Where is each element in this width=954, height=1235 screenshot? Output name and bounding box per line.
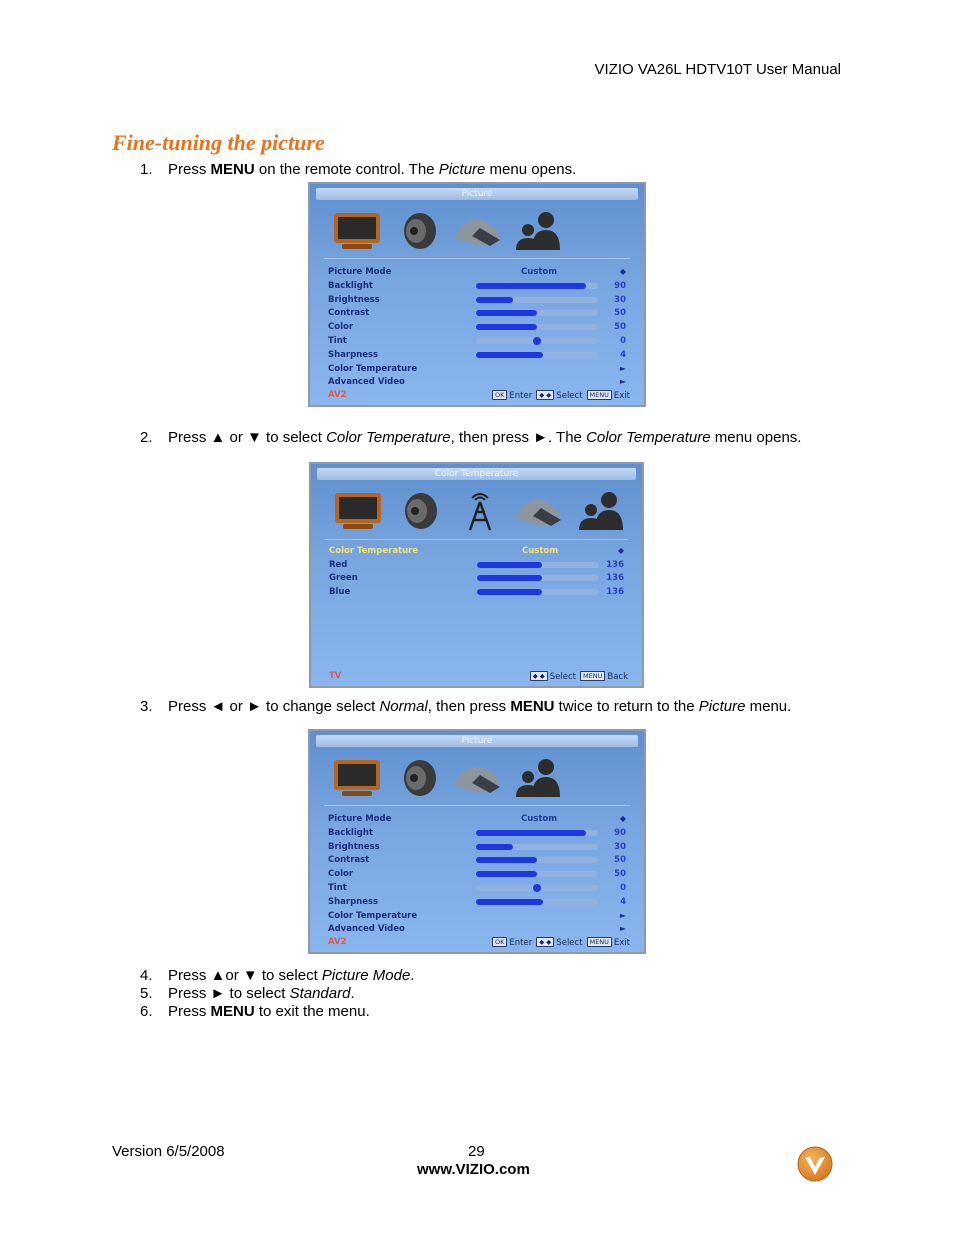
- osd-row-label: Brightness: [328, 841, 380, 852]
- osd-row-value: 50: [614, 855, 626, 866]
- osd-menu-row[interactable]: [328, 322, 630, 335]
- osd-footer: [328, 937, 630, 949]
- osd-slider-fill: [476, 857, 537, 863]
- page-number: 29: [468, 1143, 485, 1160]
- setup-icon: [511, 490, 567, 532]
- osd-row-label: Brightness: [328, 294, 380, 305]
- osd-menu-row[interactable]: [328, 377, 630, 390]
- osd-row-label: Picture Mode: [328, 814, 392, 824]
- osd-title: Picture: [316, 188, 638, 200]
- osd-row-value: 4: [620, 896, 626, 907]
- osd-menu-row[interactable]: [328, 814, 630, 827]
- osd-row-slider[interactable]: [476, 899, 598, 905]
- osd-row-value: ◆: [617, 546, 624, 555]
- section-title: Fine-tuning the picture: [112, 130, 325, 155]
- osd-footer: [328, 390, 630, 402]
- osd-menu-row[interactable]: [328, 911, 630, 924]
- osd-row-slider[interactable]: [476, 857, 598, 863]
- osd-row-value: 136: [606, 573, 624, 583]
- osd-row-value: ►: [619, 377, 626, 387]
- osd-row-value: 30: [614, 841, 626, 852]
- osd-row-value: 90: [614, 280, 626, 291]
- osd-row-label: Advanced Video: [328, 924, 405, 935]
- osd-row-label: Color: [328, 869, 354, 880]
- users-icon: [514, 757, 564, 799]
- color-temperature-menu-screenshot: [309, 462, 644, 688]
- osd-icons: [328, 210, 626, 256]
- osd-menu-row[interactable]: [328, 924, 630, 937]
- osd-slider-fill: [476, 324, 537, 330]
- osd-slider-fill: [476, 283, 586, 289]
- osd-row-value: ►: [619, 363, 626, 373]
- osd-title: Color Temperature: [317, 468, 636, 480]
- step-3: 3. Press ◄ or ► to change select Normal, then press MENU twice to return to the Picture menu.: [140, 698, 792, 715]
- osd-row-value: 50: [614, 322, 626, 333]
- osd-row-slider[interactable]: [476, 283, 598, 289]
- osd-row-value: 136: [606, 586, 624, 597]
- osd-row-label: Contrast: [328, 308, 370, 319]
- osd-menu-row[interactable]: [328, 855, 630, 868]
- header-title: VIZIO VA26L HDTV10T User Manual: [594, 61, 841, 78]
- step-2: 2. Press ▲ or ▼ to select Color Temperature, then press ►. The Color Temperature menu opens.: [140, 429, 802, 446]
- osd-slider-fill: [476, 310, 537, 316]
- osd-row-slider[interactable]: [476, 885, 598, 891]
- osd-row-slider[interactable]: [477, 575, 599, 581]
- tv-icon: [332, 210, 382, 252]
- osd-slider-fill: [476, 830, 586, 836]
- osd-row-label: Advanced Video: [328, 377, 405, 388]
- osd-row-slider[interactable]: [476, 310, 598, 316]
- picture-menu-screenshot-2: [308, 729, 646, 954]
- antenna-icon: [465, 490, 495, 532]
- osd-row-label: Color: [328, 322, 354, 333]
- osd-row-label: Color Temperature: [328, 910, 418, 921]
- osd-menu-row[interactable]: [328, 828, 630, 841]
- osd-menu-row[interactable]: [328, 267, 630, 280]
- osd-row-value: 0: [620, 336, 626, 346]
- osd-menu-row[interactable]: [328, 883, 630, 896]
- osd-keys: OK Enter ◆ ◆ Select MENU Exit: [488, 390, 630, 401]
- osd-slider-fill: [476, 352, 543, 358]
- osd-row-slider[interactable]: [476, 324, 598, 330]
- osd-menu-row[interactable]: [328, 364, 630, 377]
- osd-row-label: Color Temperature: [329, 546, 419, 556]
- users-icon: [577, 490, 627, 532]
- osd-menu-row[interactable]: [328, 295, 630, 308]
- osd-row-label: Backlight: [328, 827, 373, 838]
- osd-row-label: Red: [329, 559, 348, 570]
- osd-row-label: Sharpness: [328, 349, 379, 360]
- osd-menu-row[interactable]: [329, 573, 628, 586]
- osd-divider: [324, 805, 630, 806]
- osd-row-slider[interactable]: [477, 562, 599, 568]
- osd-row-value: 30: [614, 294, 626, 305]
- osd-row-label: Color Temperature: [328, 363, 418, 374]
- step-4: 4. Press ▲or ▼ to select Picture Mode.: [140, 967, 415, 984]
- step-5: 5. Press ► to select Standard.: [140, 985, 355, 1002]
- osd-slider-fill: [476, 899, 543, 905]
- osd-row-label: Green: [329, 573, 358, 583]
- osd-row-label: Sharpness: [328, 896, 379, 907]
- osd-row-slider[interactable]: [476, 871, 598, 877]
- picture-menu-screenshot: [308, 182, 646, 407]
- tv-icon: [332, 757, 382, 799]
- osd-menu-row[interactable]: [328, 308, 630, 321]
- osd-row-setting: Custom: [521, 814, 558, 824]
- osd-source: AV2: [328, 937, 347, 947]
- osd-row-label: Blue: [329, 586, 351, 597]
- osd-menu-row[interactable]: [328, 281, 630, 294]
- osd-slider-knob[interactable]: [533, 884, 541, 892]
- osd-row-label: Tint: [328, 336, 347, 346]
- osd-menu-row[interactable]: [329, 587, 628, 600]
- osd-menu-row[interactable]: [329, 546, 628, 559]
- footer-website: www.VIZIO.com: [417, 1161, 530, 1178]
- osd-divider: [324, 258, 630, 259]
- osd-menu-row[interactable]: [328, 869, 630, 882]
- osd-menu-row[interactable]: [329, 560, 628, 573]
- speaker-icon: [398, 757, 438, 799]
- osd-slider-fill: [477, 575, 542, 581]
- speaker-icon: [398, 210, 438, 252]
- osd-row-value: 136: [606, 559, 624, 570]
- osd-slider-fill: [476, 297, 513, 303]
- osd-row-label: Tint: [328, 883, 347, 893]
- osd-row-slider[interactable]: [476, 830, 598, 836]
- step-6: 6. Press MENU to exit the menu.: [140, 1003, 370, 1020]
- osd-divider: [325, 539, 628, 540]
- osd-slider-fill: [477, 589, 542, 595]
- osd-menu-row[interactable]: [328, 842, 630, 855]
- speaker-icon: [399, 490, 439, 532]
- footer-version: Version 6/5/2008: [112, 1143, 225, 1160]
- osd-title: Picture: [316, 735, 638, 747]
- osd-footer: [329, 671, 628, 683]
- osd-source: TV: [329, 671, 342, 681]
- osd-row-slider[interactable]: [476, 297, 598, 303]
- osd-icons: [329, 490, 624, 536]
- osd-row-value: ►: [619, 910, 626, 920]
- osd-row-setting: Custom: [522, 546, 559, 556]
- osd-menu-row[interactable]: [328, 350, 630, 363]
- osd-keys: ◆ ◆ Select MENU Back: [526, 671, 628, 682]
- osd-slider-fill: [476, 871, 537, 877]
- tv-icon: [333, 490, 383, 532]
- step-1: 1. Press MENU on the remote control. The Picture menu opens.: [140, 161, 577, 178]
- osd-row-value: 0: [620, 883, 626, 893]
- osd-keys: OK Enter ◆ ◆ Select MENU Exit: [488, 937, 630, 948]
- osd-row-value: 50: [614, 308, 626, 319]
- osd-menu-row[interactable]: [328, 336, 630, 349]
- osd-row-value: 4: [620, 349, 626, 360]
- setup-icon: [450, 210, 506, 252]
- users-icon: [514, 210, 564, 252]
- osd-slider-knob[interactable]: [533, 337, 541, 345]
- osd-row-value: ►: [619, 924, 626, 934]
- osd-slider-fill: [476, 844, 513, 850]
- osd-row-slider[interactable]: [476, 338, 598, 344]
- osd-row-label: Contrast: [328, 855, 370, 866]
- osd-row-label: Backlight: [328, 280, 373, 291]
- osd-row-slider[interactable]: [477, 589, 599, 595]
- setup-icon: [450, 757, 506, 799]
- osd-source: AV2: [328, 390, 347, 400]
- osd-row-value: 50: [614, 869, 626, 880]
- osd-row-slider[interactable]: [476, 844, 598, 850]
- osd-row-value: ◆: [619, 267, 626, 276]
- osd-menu-row[interactable]: [328, 897, 630, 910]
- osd-row-setting: Custom: [521, 267, 558, 277]
- osd-row-slider[interactable]: [476, 352, 598, 358]
- osd-row-label: Picture Mode: [328, 267, 392, 277]
- osd-row-value: ◆: [619, 814, 626, 823]
- vizio-logo-icon: [796, 1145, 836, 1185]
- osd-slider-fill: [477, 562, 542, 568]
- osd-icons: [328, 757, 626, 803]
- osd-row-value: 90: [614, 827, 626, 838]
